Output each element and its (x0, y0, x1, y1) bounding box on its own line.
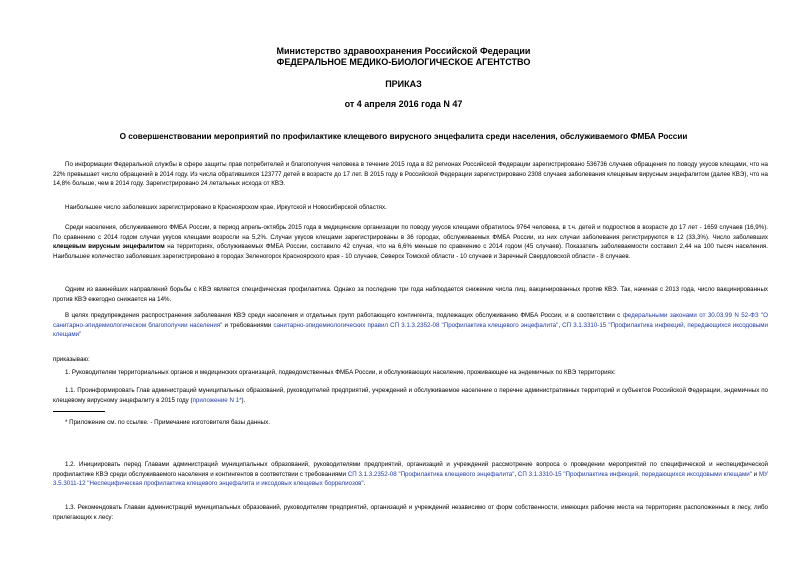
item-1-2 (53, 460, 768, 489)
law-link[interactable]: федеральными законами от 30.03.99 N 52-ФЗ "О санитарно-эпидемиологическом благополучии населения" (53, 312, 768, 329)
footnote-divider (53, 411, 105, 412)
paragraph-vaccination: Одним из важнейших направлений борьбы с КВЭ является специфическая профилактика. Однако за последние три года наблюдается снижение числа лиц, вакцинированных против КВЭ. Так, начиная с 2013 года, число вакцинированных против КВЭ ежегодно снижается на 14%. (53, 286, 768, 303)
item-1-3: 1.3. Рекомендовать Главам администраций муниципальных образований, руководителям предприятий, организаций и учреждений независимо от форм собственности, имеющих рабочие места на территориях расположенных в лесу, либо прилегающих к лесу: (53, 504, 768, 521)
ministry-name: Министерство здравоохранения Российской Федерации (276, 46, 531, 56)
paragraph-fmba-stats (53, 223, 768, 261)
paragraph-purpose (53, 311, 768, 340)
bold-term: клещевым вирусным энцефалитом (53, 243, 165, 251)
mu-3011-link[interactable]: МУ 3.5.3011-12 "Неспецифическая профилактика клещевого энцефалита и иксодовых клещевых боррелиозов" (53, 470, 768, 488)
text-span: , (514, 470, 518, 478)
text-span: и (751, 470, 759, 478)
text-span: 1.1. Проинформировать Глав администраций муниципальных образований, руководителей предприятий, учреждений и обслуживаемое население о перечне административных территорий и субъектов Российской Федерации, эндемичных по клещевому вирусному энцефалиту в 2015 году ( (53, 387, 768, 404)
text-span: Среди населения, обслуживаемого ФМБА России, в период апрель-октябрь 2015 года в медицинские организации по поводу укусов клещами обратилось 9764 человека, в т.ч. детей и подростков в возрасте до 17 лет - 1659 случаев (16,9%). По сравнению с 2014 годом случаи укусов клещами возросли на 5,2%. Случаи укусов клещами зарегистрированы в 36 городах, обслуживаемых ФМБА России, из них случаи заболевания регистрируются в 12 (33,3%). Число заболевших (53, 224, 768, 241)
text-span: ). (241, 396, 246, 404)
appendix-link[interactable]: приложение N 1* (192, 396, 242, 404)
text-span: на территориях, обслуживаемых ФМБА России, составило 42 случая, что на 6,6% меньше по сравнению с 2014 годом (45 случаев). Показатель заболеваемости составил 2,44 на 100 тысяч населения. Наибольшее количество заболевших зарегистрировано в городах Зеленогорск Красноярского края - 10 случаев, Северск Томской области - 10 случаев и Заречный Свердловской области - 8 случаев. (53, 243, 768, 260)
text-span: и требованиями (222, 321, 274, 329)
sp-2352-link[interactable]: санитарно-эпидемиологических правил СП 3.1.3.2352-08 "Профилактика клещевого энцефалита" (273, 321, 559, 329)
order-word: приказываю: (53, 356, 90, 363)
sp-2352-link[interactable]: СП 3.1.3.2352-08 "Профилактика клещевого энцефалита" (347, 470, 515, 478)
agency-name: ФЕДЕРАЛЬНОЕ МЕДИКО-БИОЛОГИЧЕСКОЕ АГЕНТСТВО (276, 57, 531, 67)
document-date: от 4 апреля 2016 года N 47 (344, 99, 463, 109)
sp-3310-link[interactable]: СП 3.1.3310-15 "Профилактика инфекций, передающихся иксодовыми клещами" (517, 470, 752, 478)
paragraph-statistics: По информации Федеральной службы в сфере защиты прав потребителей и благополучия человека в течение 2015 года в 82 регионах Российской Федерации зарегистрировано 536736 случаев обращения по поводу укусов клещами, что на 22% превышает число обращений в 2014 году. Из числа обратившихся 123777 детей в возрасте до 17 лет. В 2015 году в Российской Федерации зарегистрировано 2308 случаев заболевания клещевым вирусным энцефалитом (далее КВЭ), что на 14,8% больше, чем в 2014 году. Зарегистрировано 24 летальных исхода от КВЭ. (53, 161, 768, 188)
footnote: * Приложение см. по ссылке. - Примечание изготовителя базы данных. (65, 419, 270, 426)
text-span: 1.2. Инициировать перед Главами администраций муниципальных образований, руководителями предприятий, организаций и учреждений рассмотрение вопроса о проведении мероприятий по специфической и неспецифической профилактике КВЭ среди обслуживаемого населения и контингентов в соответствии с требованиями (53, 461, 768, 478)
text-span: В целях предупреждения распространения заболевания КВЭ среди населения и отдельных групп работающего контингента, подлежащих обслуживанию ФМБА России, и в соответствии с (65, 312, 623, 319)
document-title: О совершенствовании мероприятий по профилактике клещевого вирусного энцефалита среди населения, обслуживаемого ФМБА России (119, 132, 688, 141)
item-1: 1. Руководителям территориальных органов и медицинских организаций, подведомственных ФМБА России, и обслуживающих население, проживающее на эндемичных по КВЭ территориях: (65, 369, 616, 376)
text-span: . (363, 480, 366, 488)
paragraph-regions: Наибольшее число заболевших зарегистрировано в Красноярском крае, Иркутской и Новосибирской областях. (65, 204, 387, 211)
text-span: , (558, 321, 563, 329)
document-type: ПРИКАЗ (385, 79, 422, 89)
item-1-1 (53, 386, 768, 405)
sp-3310-link[interactable]: СП 3.1.3310-15 "Профилактика инфекций, передающихся иксодовыми клещами" (53, 321, 768, 339)
